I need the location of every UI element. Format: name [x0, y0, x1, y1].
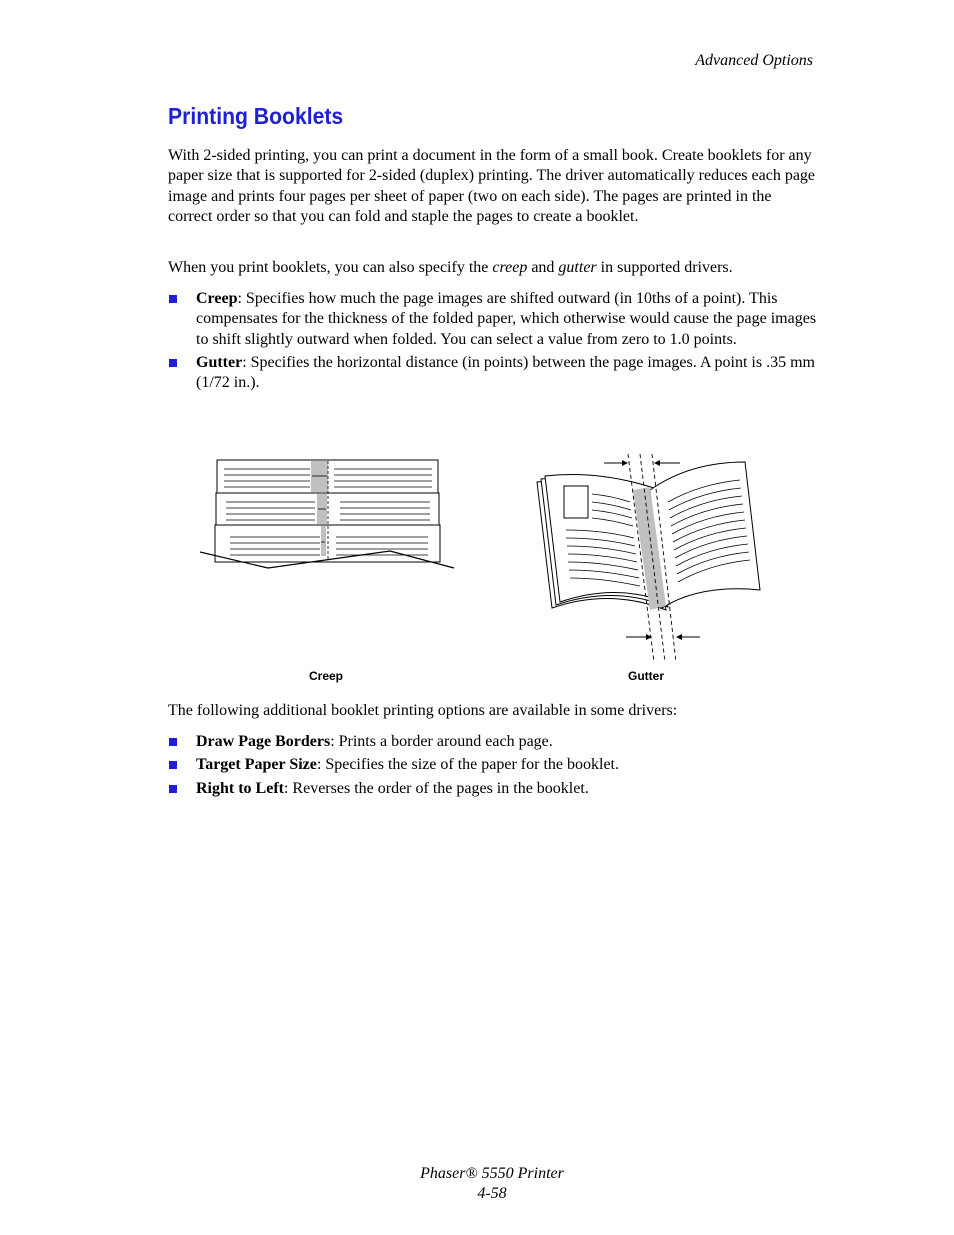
option-text: : Specifies the size of the paper for the booklet.: [316, 756, 619, 774]
list-item: [168, 353, 818, 394]
bullet-square-icon: [169, 785, 177, 793]
list-item: [168, 779, 818, 799]
creep-illustration: [200, 455, 460, 575]
footer-product: Phaser® 5550 Printer: [420, 1165, 564, 1182]
options-list: [168, 289, 818, 393]
list-item: [168, 732, 818, 752]
option-text: : Specifies how much the page images are shifted outward (in 10ths of a point). This compensates for the thickness of the folded paper, which otherwise would cause the page images to shift slightly outward when folded. You can select a value from zero to 1.0 points.: [196, 290, 817, 348]
list-item: [168, 289, 818, 350]
bullet-square-icon: [169, 359, 177, 367]
bullet-square-icon: [169, 761, 177, 769]
option-text: : Reverses the order of the pages in the booklet.: [283, 779, 589, 797]
p2-and: and: [527, 259, 559, 276]
list-item: [168, 755, 818, 775]
bullet-square-icon: [169, 295, 177, 303]
option-term: Gutter: [196, 353, 243, 371]
page-footer: [0, 1164, 954, 1204]
option-term: Right to Left: [196, 779, 284, 797]
additional-options-list: [168, 732, 818, 799]
p2-creep-term: creep: [492, 259, 528, 276]
gutter-figure-label: Gutter: [628, 669, 664, 683]
option-term: Target Paper Size: [196, 756, 317, 774]
option-text: : Specifies the horizontal distance (in points) between the page images. A point is .35 mm (1/72 in.).: [196, 353, 815, 392]
additional-options-intro: The following additional booklet printing options are available in some drivers:: [168, 702, 678, 719]
option-term: Creep: [196, 290, 238, 307]
p2-after: in supported drivers.: [596, 259, 733, 276]
option-term: Draw Page Borders: [196, 733, 331, 750]
option-text: : Prints a border around each page.: [330, 733, 553, 750]
gutter-illustration: [530, 450, 770, 665]
p2-before: When you print booklets, you can also specify the: [168, 259, 493, 276]
creep-figure-label: Creep: [309, 669, 344, 683]
page-title: Printing Booklets: [168, 103, 344, 129]
footer-page-number: 4-58: [477, 1185, 507, 1202]
intro-paragraph: With 2-sided printing, you can print a document in the form of a small book. Create booklets for any paper size that is supported for 2-sided (duplex) printing. The driver automatically reduces each page image and prints four pages per sheet of paper (two on each side). The pages are printed in the correct order so that you can fold and staple the pages to create a booklet.: [168, 147, 816, 225]
p2-gutter-term: gutter: [558, 259, 597, 276]
creep-gutter-paragraph: [168, 258, 818, 278]
running-header: Advanced Options: [695, 52, 813, 69]
bullet-square-icon: [169, 738, 177, 746]
